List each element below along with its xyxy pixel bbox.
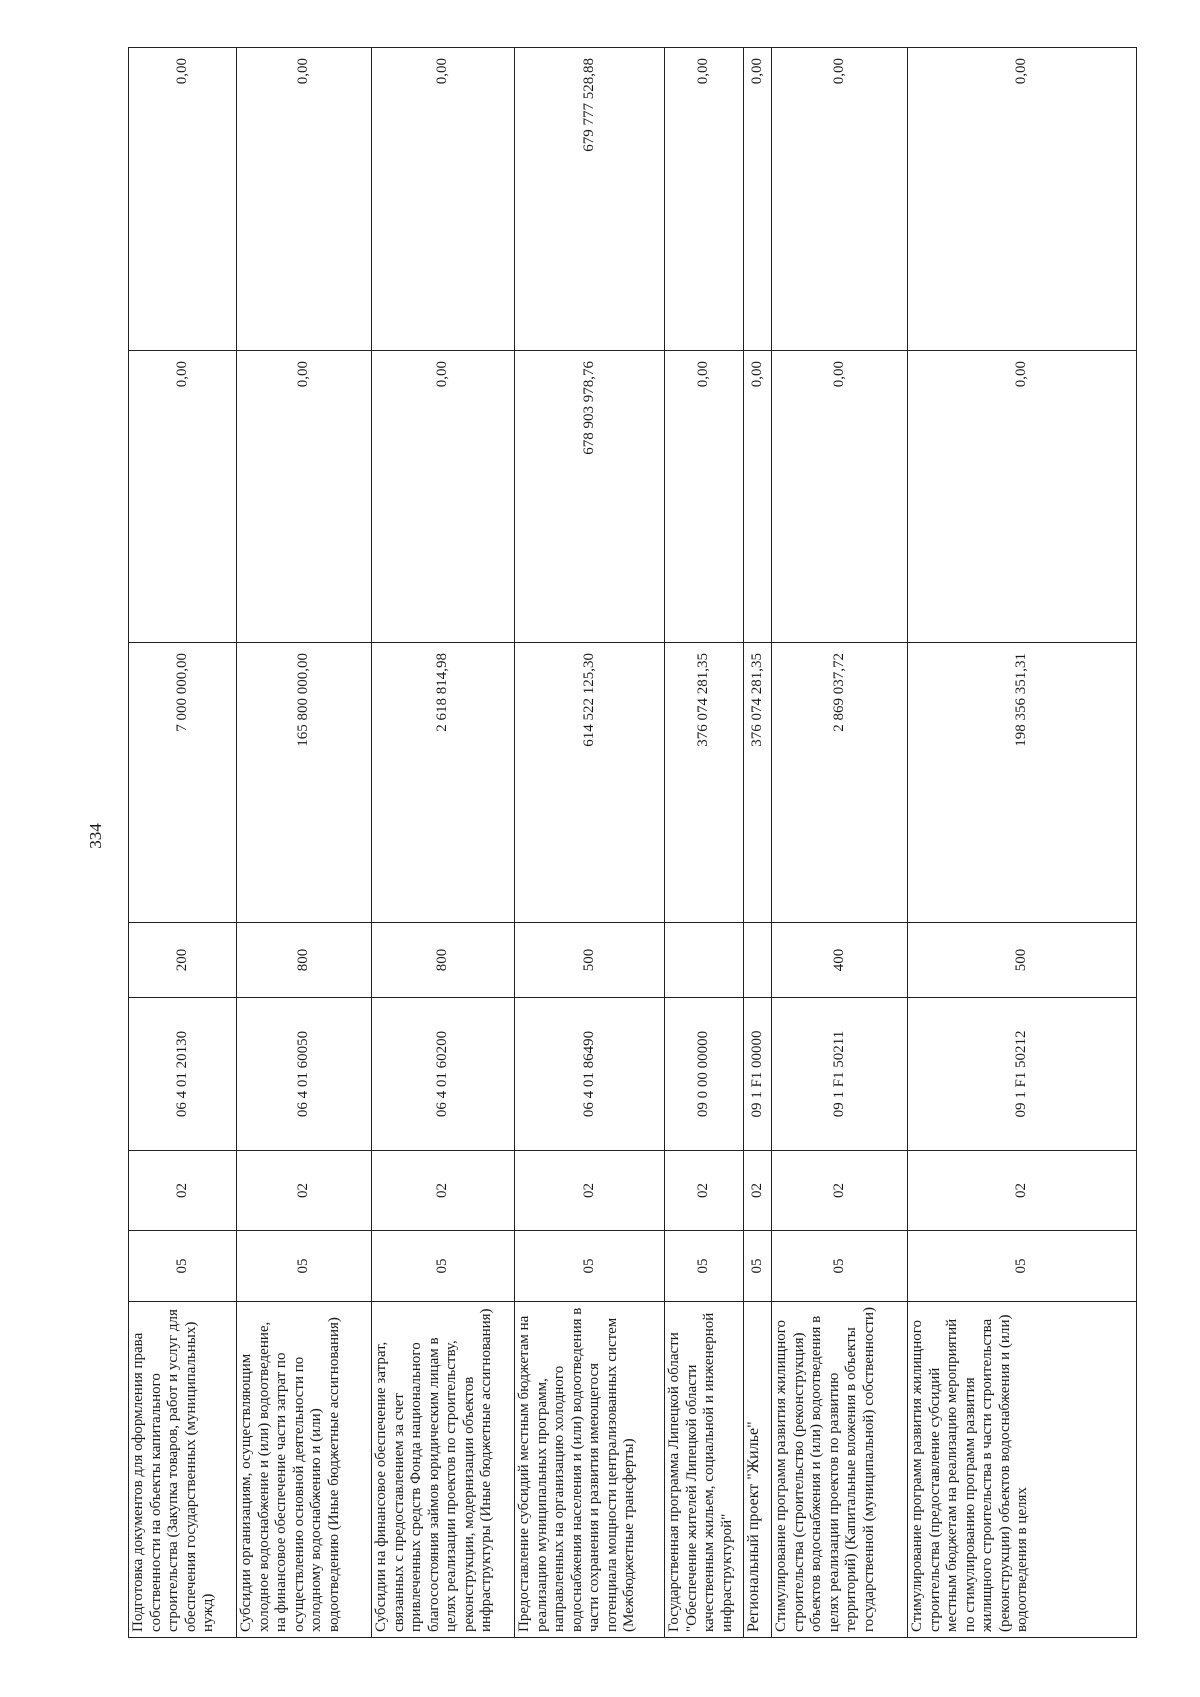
amount-3: 0,00 [665,48,744,351]
row-description: Субсидии организациям, осуществляющим холодное водоснабжение и (или) водоотведение, на финансовое обеспечение части затрат по осуществлению основной деятельности по холодному водоснабжению и (или) водоотведению (Иные бюджетные ассигнования) [237,1302,372,1638]
amount-2: 0,00 [372,351,515,643]
amount-1: 376 074 281,35 [744,643,772,923]
expense-type-code: 400 [772,923,908,998]
section-code: 05 [129,1231,237,1302]
amount-1: 165 800 000,00 [237,643,372,923]
section-code: 05 [515,1231,665,1302]
amount-3: 0,00 [129,48,237,351]
section-code: 05 [772,1231,908,1302]
amount-1: 2 618 814,98 [372,643,515,923]
section-code: 05 [237,1231,372,1302]
target-article-code: 06 4 01 20130 [129,998,237,1151]
amount-2: 0,00 [237,351,372,643]
amount-3: 0,00 [372,48,515,351]
row-description: Подготовка документов для оформления права собственности на объекты капитального строительства (Закупка товаров, работ и услуг для обеспечения государственных (муниципальных) нужд) [129,1302,237,1638]
amount-1: 2 869 037,72 [772,643,908,923]
amount-2: 0,00 [129,351,237,643]
target-article-code: 06 4 01 60200 [372,998,515,1151]
expense-type-code: 200 [129,923,237,998]
subsection-code: 02 [772,1151,908,1231]
target-article-code: 09 1 F1 50212 [908,998,1137,1151]
expense-type-code [744,923,772,998]
budget-table [128,47,1137,1638]
target-article-code: 06 4 01 60050 [237,998,372,1151]
row-description: Стимулирование программ развития жилищного строительства (строительство (реконструкция) объектов водоснабжения и (или) водоотведения в целях реализации проектов по развитию территорий) (Капитальные вложения в объекты государственной (муниципальной) собственности) [772,1302,908,1638]
table-row [372,48,515,1638]
amount-2: 0,00 [665,351,744,643]
row-description: Стимулирование программ развития жилищного строительства (предоставление субсидий местным бюджетам на реализацию мероприятий по стимулированию программ развития жилищного строительства в части строительства (реконструкции) объектов водоснабжения и (или) водоотведения в целях [908,1302,1137,1638]
amount-2: 0,00 [772,351,908,643]
amount-2: 0,00 [744,351,772,643]
target-article-code: 09 0 00 00000 [665,998,744,1151]
page-number: 334 [86,823,105,849]
expense-type-code: 800 [372,923,515,998]
subsection-code: 02 [237,1151,372,1231]
subsection-code: 02 [744,1151,772,1231]
subsection-code: 02 [372,1151,515,1231]
row-description: Государственная программа Липецкой области "Обеспечение жителей Липецкой области качественным жильем, социальной и инженерной инфраструктурой" [665,1302,744,1638]
section-code: 05 [665,1231,744,1302]
amount-1: 376 074 281,35 [665,643,744,923]
rotated-table-wrapper [128,48,1136,1638]
amount-2: 678 903 978,76 [515,351,665,643]
expense-type-code: 500 [515,923,665,998]
section-code: 05 [372,1231,515,1302]
expense-type-code [665,923,744,998]
table-row [744,48,772,1638]
row-description: Субсидии на финансовое обеспечение затрат, связанных с предоставлением за счет привлеченных средств Фонда национального благосостояния займов юридическим лицам в целях реализации проектов по строительству, реконструкции, модернизации объектов инфраструктуры (Иные бюджетные ассигнования) [372,1302,515,1638]
amount-3: 0,00 [237,48,372,351]
subsection-code: 02 [515,1151,665,1231]
table-row [237,48,372,1638]
expense-type-code: 800 [237,923,372,998]
amount-2: 0,00 [908,351,1137,643]
section-code: 05 [908,1231,1137,1302]
amount-1: 614 522 125,30 [515,643,665,923]
subsection-code: 02 [129,1151,237,1231]
amount-1: 7 000 000,00 [129,643,237,923]
subsection-code: 02 [908,1151,1137,1231]
amount-3: 0,00 [772,48,908,351]
section-code: 05 [744,1231,772,1302]
amount-3: 0,00 [908,48,1137,351]
target-article-code: 06 4 01 86490 [515,998,665,1151]
target-article-code: 09 1 F1 50211 [772,998,908,1151]
amount-3: 0,00 [744,48,772,351]
expense-type-code: 500 [908,923,1137,998]
table-row [908,48,1137,1638]
table-body [129,48,1137,1638]
subsection-code: 02 [665,1151,744,1231]
amount-3: 679 777 528,88 [515,48,665,351]
row-description: Региональный проект "Жилье" [744,1302,772,1638]
table-row [772,48,908,1638]
target-article-code: 09 1 F1 00000 [744,998,772,1151]
table-row [665,48,744,1638]
table-row [129,48,237,1638]
amount-1: 198 356 351,31 [908,643,1137,923]
table-row [515,48,665,1638]
row-description: Предоставление субсидий местным бюджетам на реализацию муниципальных программ, направленных на организацию холодного водоснабжения населения и (или) водоотведения в части сохранения и развития имеющегося потенциала мощности централизованных систем (Межбюджетные трансферты) [515,1302,665,1638]
